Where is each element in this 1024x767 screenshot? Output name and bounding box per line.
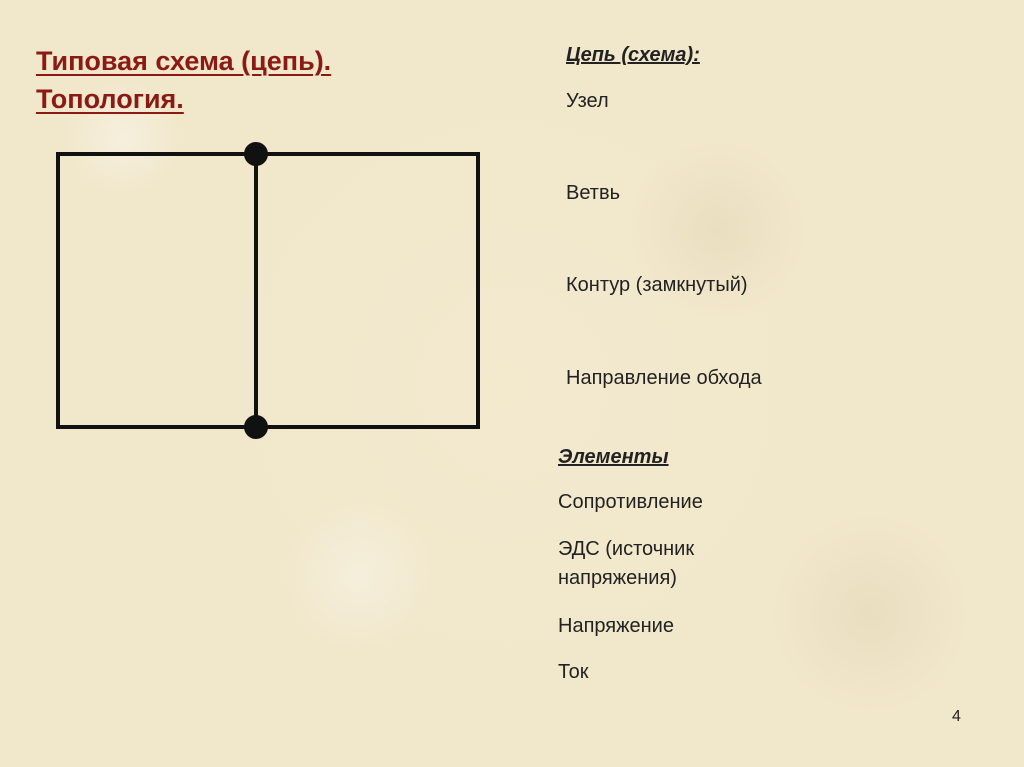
term-node: Узел [566, 90, 609, 112]
title-line-1: Типовая схема (цепь). [36, 46, 332, 76]
term-branch: Ветвь [566, 182, 621, 204]
element-emf: ЭДС (источник напряжения) [558, 538, 695, 589]
title-line-2: Топология. [36, 84, 184, 114]
circuit-node-top [244, 142, 268, 166]
circuit-outer-loop [58, 154, 478, 427]
circuit-node-bottom [244, 415, 268, 439]
page-number: 4 [952, 708, 961, 725]
circuit-heading: Цепь (схема): [566, 44, 700, 66]
element-current: Ток [558, 661, 589, 683]
slide-title [36, 42, 331, 118]
term-traversal-direction: Направление обхода [566, 367, 762, 389]
element-resistance: Сопротивление [558, 491, 703, 513]
elements-heading: Элементы [558, 446, 669, 468]
term-loop: Контур (замкнутый) [566, 274, 748, 296]
element-voltage: Напряжение [558, 615, 674, 637]
